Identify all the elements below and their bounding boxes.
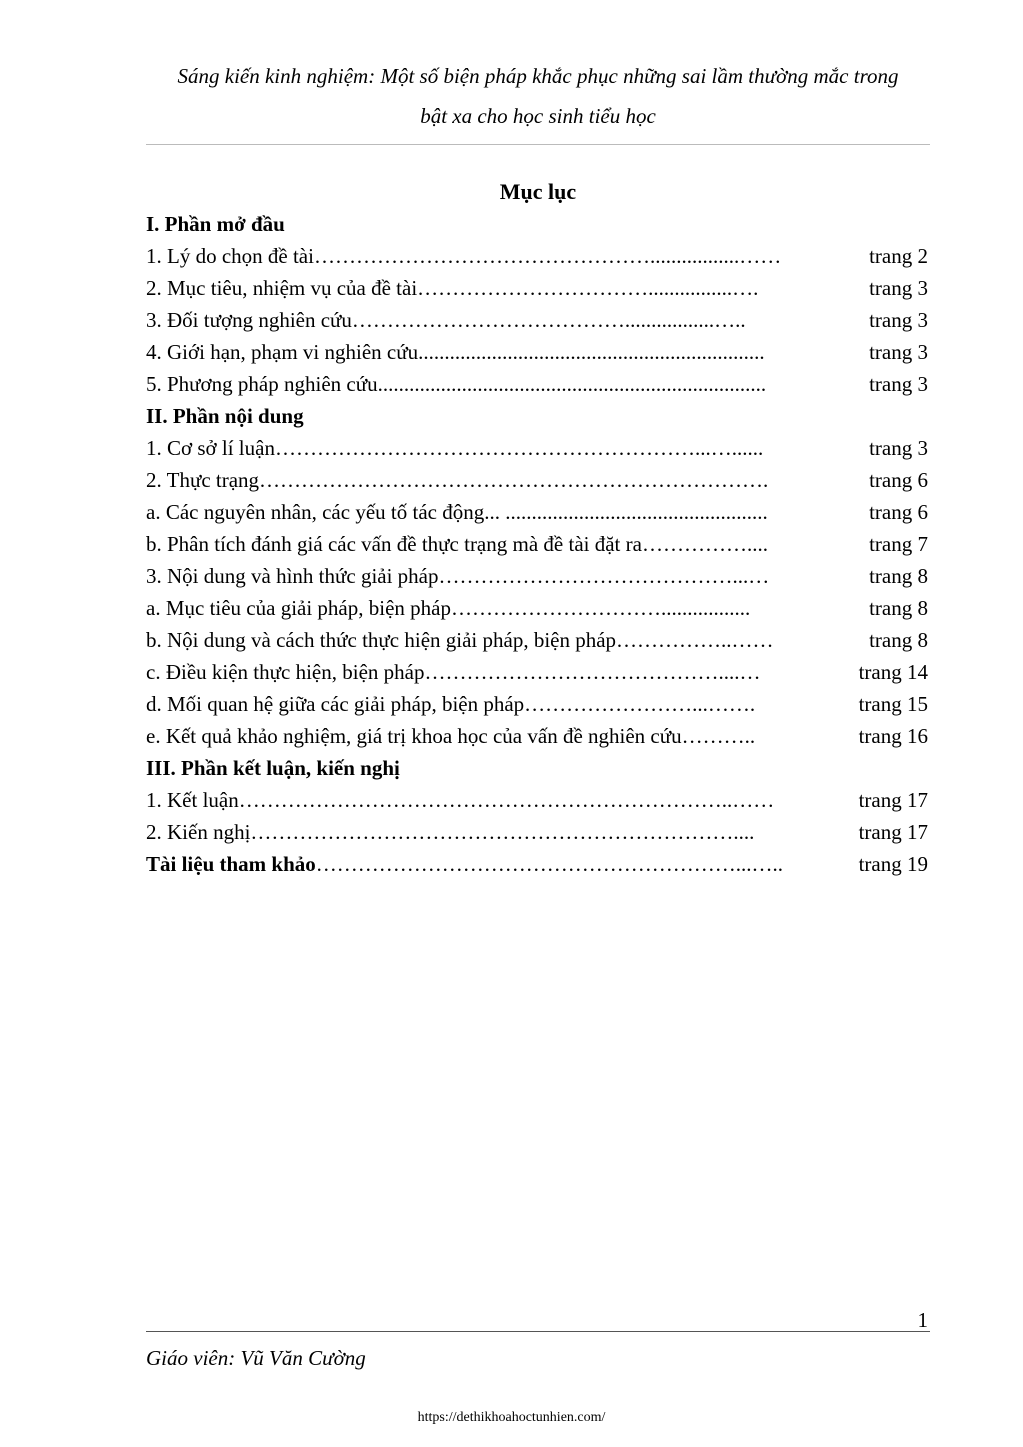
toc-entry[interactable] — [146, 336, 928, 368]
toc-entry[interactable] — [146, 688, 928, 720]
toc-section-heading — [146, 752, 928, 784]
toc-section-label: III. Phần kết luận, kiến nghị — [146, 756, 400, 780]
toc-section-label: II. Phần nội dung — [146, 404, 304, 428]
toc-entry[interactable] — [146, 464, 928, 496]
toc-page-ref: trang 6 — [869, 468, 928, 492]
toc-entry-label: 2. Thực trạng………………………………………………………………. — [146, 468, 769, 492]
toc-entry-label: 4. Giới hạn, phạm vi nghiên cứu.................................................................. — [146, 340, 765, 364]
toc-entry-label: b. Nội dung và cách thức thực hiện giải pháp, biện pháp……………..…… — [146, 628, 774, 652]
toc-entry-label: 3. Nội dung và hình thức giải pháp……………………………………...… — [146, 564, 770, 588]
toc-page-ref: trang 3 — [869, 372, 928, 396]
toc-page-ref: trang 8 — [869, 628, 928, 652]
toc-section-heading — [146, 400, 928, 432]
toc-entry[interactable] — [146, 816, 928, 848]
toc-entry[interactable] — [146, 496, 928, 528]
toc-entry[interactable] — [146, 240, 928, 272]
toc-entry-label: 1. Lý do chọn đề tài………………………………………….................…… — [146, 244, 782, 268]
toc-page-ref: trang 3 — [869, 276, 928, 300]
toc-title: Mục lục — [499, 179, 577, 204]
toc-page-ref: trang 3 — [869, 308, 928, 332]
source-url[interactable]: https://dethikhoahoctunhien.com/ — [417, 1410, 606, 1425]
toc-page-ref: trang 19 — [858, 852, 928, 876]
toc-page-ref: trang 3 — [869, 436, 928, 460]
table-of-contents — [146, 208, 928, 880]
toc-page-ref: trang 15 — [858, 692, 928, 716]
toc-section-label: I. Phần mở đầu — [146, 212, 285, 236]
toc-entry-label: 1. Kết luận……………………………………………………………..…… — [146, 788, 775, 812]
toc-entry[interactable] — [146, 432, 928, 464]
toc-entry-label: a. Các nguyên nhân, các yếu tố tác động... .................................................. — [146, 500, 768, 524]
toc-page-ref: trang 14 — [858, 660, 928, 684]
toc-entry[interactable] — [146, 304, 928, 336]
toc-entry-leader: ……………………………………………………...….. — [315, 852, 784, 876]
toc-page-ref: trang 3 — [869, 340, 928, 364]
header-divider — [146, 144, 930, 145]
toc-entry[interactable] — [146, 784, 928, 816]
toc-entry-bold-label: Tài liệu tham khảo — [146, 852, 316, 876]
toc-entry[interactable] — [146, 368, 928, 400]
page-number: 1 — [917, 1308, 928, 1332]
toc-entry-label: b. Phân tích đánh giá các vấn đề thực trạng mà đề tài đặt ra…………….... — [146, 532, 768, 556]
footer-divider — [146, 1331, 930, 1332]
toc-page-ref: trang 2 — [869, 244, 928, 268]
toc-entry[interactable] — [146, 720, 928, 752]
toc-entry[interactable] — [146, 848, 928, 880]
toc-entry-label: e. Kết quả khảo nghiệm, giá trị khoa học của vấn đề nghiên cứu……….. — [146, 724, 756, 748]
header-line-1: Sáng kiến kinh nghiệm: Một số biện pháp khắc phục những sai lầm thường mắc trong — [177, 64, 899, 88]
toc-entry-label: 2. Mục tiêu, nhiệm vụ của đề tài……………………………................…. — [146, 276, 759, 300]
footer-author: Giáo viên: Vũ Văn Cường — [146, 1346, 366, 1370]
toc-entry-label — [146, 848, 859, 880]
toc-entry-label: 2. Kiến nghị…………………………………………………………….... — [146, 820, 755, 844]
toc-page-ref: trang 6 — [869, 500, 928, 524]
toc-entry-label: 5. Phương pháp nghiên cứu.......................................................................... — [146, 372, 767, 396]
toc-entry-label: 1. Cơ sở lí luận……………………………………………………...…...... — [146, 436, 764, 460]
toc-entry[interactable] — [146, 656, 928, 688]
toc-page-ref: trang 17 — [858, 820, 928, 844]
toc-page-ref: trang 8 — [869, 564, 928, 588]
toc-entry[interactable] — [146, 592, 928, 624]
toc-entry-label: c. Điều kiện thực hiện, biện pháp……………………………………....… — [146, 660, 761, 684]
toc-entry-label: d. Mối quan hệ giữa các giải pháp, biện pháp……………………...……. — [146, 692, 756, 716]
toc-page-ref: trang 7 — [869, 532, 928, 556]
toc-entry[interactable] — [146, 528, 928, 560]
toc-entry[interactable] — [146, 560, 928, 592]
toc-page-ref: trang 16 — [858, 724, 928, 748]
toc-page-ref: trang 17 — [858, 788, 928, 812]
header-line-2: bật xa cho học sinh tiểu học — [420, 104, 656, 128]
toc-entry-label: 3. Đối tượng nghiên cứu………………………………….................….. — [146, 308, 746, 332]
toc-section-heading — [146, 208, 928, 240]
toc-entry[interactable] — [146, 624, 928, 656]
toc-entry-label: a. Mục tiêu của giải pháp, biện pháp…………………………................. — [146, 596, 751, 620]
toc-page-ref: trang 8 — [869, 596, 928, 620]
toc-entry[interactable] — [146, 272, 928, 304]
document-header — [146, 56, 930, 136]
